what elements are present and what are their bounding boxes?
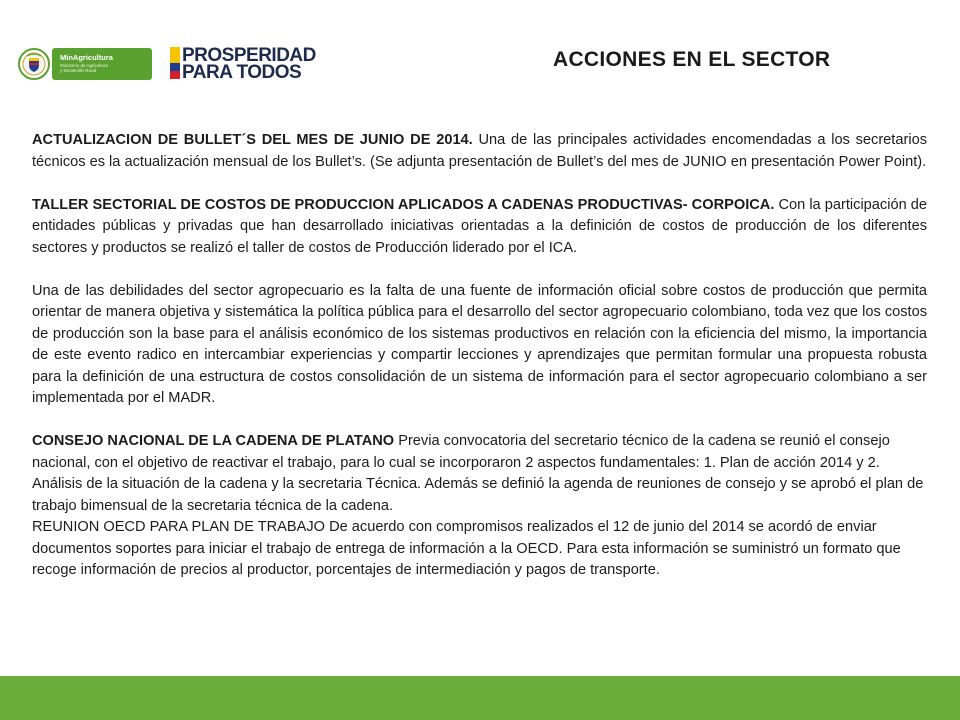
- slogan-line-2: PARA TODOS: [182, 62, 302, 83]
- paragraph-text: Previa convocatoria del secretario técnico de la cadena se reunió el consejo nacional, con el objetivo de reactivar el trabajo, para lo cual se incorporaron 2 aspectos fundamentales: 1. Plan de acción 2014 y 2. Análisis de la situación de la cadena y la secretaria Técnica. Además se definió la agenda de reuniones de consejo y se aprobó el plan de trabajo bimensual de la secretaria técnica de la cadena.: [32, 433, 924, 514]
- spacer: [32, 410, 927, 432]
- paragraph-weaknesses: Una de las debilidades del sector agropecuario es la falta de una fuente de información oficial sobre costos de producción que permita orientar de manera objetiva y sistemática la política pública para el desarrollo del sector agropecuario colombiano, toda vez que los costos de producción son la base para el análisis económico de los sistemas productivos en relación con la eficiencia del mismo, la importancia de este evento radico en intercambiar experiencias y compartir lecciones y aprendizajes que permitan formular una propuesta robusta para la definición de una estructura de costos consolidación de un sistema de información para el sector agropecuario colombiano a ser implementada por el MADR.: [32, 282, 927, 406]
- ministry-subtitle: [60, 63, 108, 73]
- ministry-logo: [14, 47, 154, 81]
- colombia-flag-icon: [170, 47, 180, 79]
- paragraph-sector-workshop: [32, 195, 927, 260]
- footer-bar: [0, 676, 960, 720]
- paragraph-platano-council: [32, 431, 927, 517]
- spacer: [32, 173, 927, 195]
- paragraph-text: Con la participación de entidades públicas y privadas que han desarrollado iniciativas orientadas a la definición de costos de producción de los diferentes sectores y productos se realizó el taller de costos de Producción liderado por el ICA.: [32, 196, 927, 256]
- paragraph-heading: ACTUALIZACION DE BULLET´S DEL MES DE JUNIO DE 2014.: [32, 132, 473, 148]
- slogan-line-1: PROSPERIDAD: [182, 45, 316, 66]
- paragraph-heading: TALLER SECTORIAL DE COSTOS DE PRODUCCION APLICADOS A CADENAS PRODUCTIVAS- CORPOICA.: [32, 196, 775, 213]
- paragraph-heading: CONSEJO NACIONAL DE LA CADENA DE PLATANO: [32, 433, 395, 449]
- prosperidad-logo: [170, 45, 316, 83]
- coat-of-arms-icon: [18, 48, 50, 80]
- ministry-subtitle-line-1: Ministerio de Agricultura: [60, 63, 109, 68]
- spacer: [32, 259, 927, 281]
- body-content: [32, 130, 927, 582]
- page-title: ACCIONES EN EL SECTOR: [553, 48, 831, 71]
- paragraph-oecd-meeting: REUNION OECD PARA PLAN DE TRABAJO De acuerdo con compromisos realizados el 12 de junio del 2014 se acordó de enviar documentos soportes para iniciar el trabajo de entrega de información a la OECD. Para esta información se suministró un formato que recoge información de precios al productor, porcentajes de intermediación y pagos de transporte.: [32, 519, 901, 578]
- ministry-subtitle-line-2: y Desarrollo Rural: [60, 68, 97, 73]
- ministry-name-plate: [52, 48, 152, 80]
- ministry-name: MinAgricultura: [60, 53, 113, 62]
- paragraph-bullets-update: [32, 130, 927, 173]
- paragraph-text: Una de las principales actividades encomendadas a los secretarios técnicos es la actualización mensual de los Bullet’s. (Se adjunta presentación de Bullet’s del mes de JUNIO en presentación Power Point).: [32, 132, 927, 170]
